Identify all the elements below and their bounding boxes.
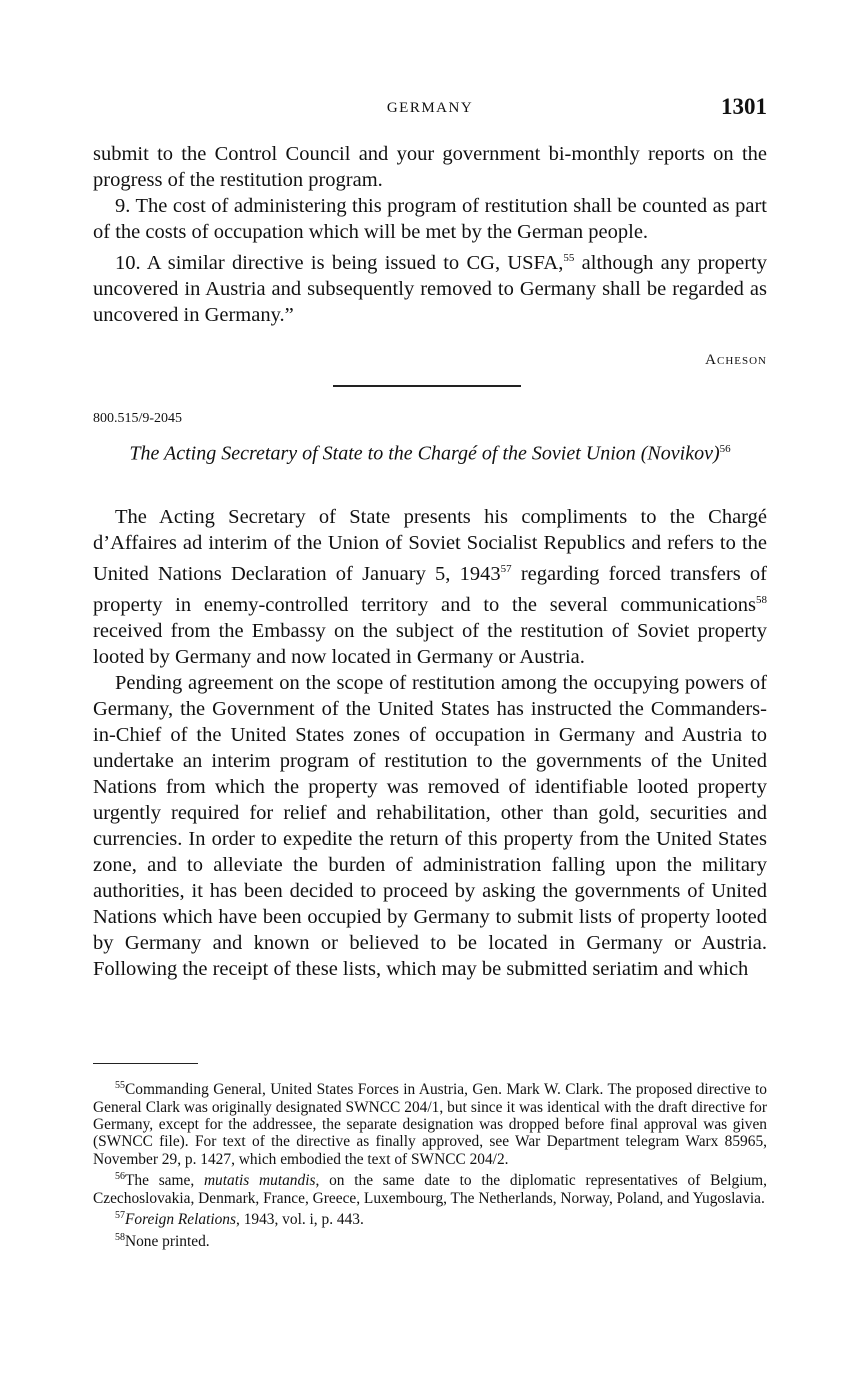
footnote-text: , on the same date to the diplomatic representatives of Belgium, Czechoslovakia, Denmark, France, Greece, Luxembourg, The Netherlands, Norway, Poland, and Yugoslavia. (93, 1172, 767, 1207)
footnote-ref: 55 (563, 252, 575, 264)
document-title (93, 436, 767, 468)
page-number: 1301 (721, 94, 767, 119)
footnote-text: The same, (125, 1172, 204, 1190)
footnote (93, 1229, 767, 1251)
footnotes (93, 1077, 767, 1250)
continuation-text (93, 141, 767, 328)
paragraph: Pending agreement on the scope of restitution among the occupying powers of Germany, the Government of the United States has instructed the Commanders-in-Chief of the United States zones of occupation in Germany and Austria to undertake an interim program of restitution to the governments of the United Nations from which the property was removed of identifiable looted property urgently required for relief and rehabilitation, other than gold, securities and currencies. In order to expedite the return of this property from the United States zone, and to alleviate the burden of administration falling upon the military authorities, it has been decided to proceed by asking the governments of United Nations which have been occupied by Germany to submit lists of property looted by Germany and known or believed to be located in Germany or Austria. Following the receipt of these lists, which may be submitted seriatim and which (93, 671, 767, 980)
footnote-text: None printed. (125, 1232, 210, 1250)
signature: Acheson (705, 352, 767, 368)
footnote-ref: 57 (500, 563, 512, 575)
document-body (93, 504, 767, 982)
section-divider (333, 385, 521, 387)
paragraph-text: regarding forced transfers of property in enemy-controlled territory and to the several communications (93, 562, 767, 616)
running-title: GERMANY (386, 100, 474, 116)
paragraph-text: although any property uncovered in Austria and subsequently removed to Germany shall be regarded as uncovered in Germany.” (93, 251, 768, 326)
footnote-mark: 58 (115, 1231, 125, 1243)
file-number: 800.515/9-2045 (93, 411, 183, 426)
footnote-mark: 57 (115, 1210, 125, 1222)
footnote-mark: 55 (115, 1080, 125, 1091)
footnote-text: Commanding General, United States Forces in Austria, Gen. Mark W. Clark. The proposed directive to General Clark was originally designated SWNCC 204/1, but since it was identical with the draft directive for Germany, except for the addressee, the separate designation was dropped before final approval was given (SWNCC file). For text of the directive as finally approved, see War Department telegram Warx 85965, November 29, p. 1427, which embodied the text of SWNCC 204/2. (93, 1081, 767, 1168)
footnote-mark: 56 (115, 1171, 125, 1183)
paragraph-text: 10. A similar directive is being issued to CG, USFA, (115, 251, 564, 274)
document-title-text: The Acting Secretary of State to the Chargé of the Soviet Union (Novikov) (129, 442, 720, 465)
paragraph: submit to the Control Council and your government bi-monthly reports on the progress of the restitution program. (93, 143, 767, 191)
footnote-text: , 1943, vol. i, p. 443. (236, 1211, 364, 1229)
footnote-ref: 56 (719, 443, 731, 455)
footnote-ref: 58 (756, 593, 767, 606)
footnote-text-italic: mutatis mutandis (203, 1172, 316, 1190)
footnote-text-italic: Foreign Relations (125, 1211, 236, 1229)
footnote (93, 1077, 767, 1168)
footnote-divider (93, 1063, 198, 1064)
paragraph-text: received from the Embassy on the subject of the restitution of Soviet property looted by Germany and now located in Germany or Austria. (93, 619, 767, 668)
footnote (93, 1168, 767, 1207)
paragraph (93, 504, 767, 670)
paragraph: 9. The cost of administering this program of restitution shall be counted as part of the costs of occupation which will be met by the German people. (93, 195, 767, 243)
paragraph (93, 245, 767, 328)
paragraph-text: The Acting Secretary of State presents his compliments to the Chargé d’Affaires ad interim of the Union of Soviet Socialist Republics and refers to the United Nations Declaration of January 5, 1943 (93, 506, 767, 585)
footnote (93, 1207, 767, 1229)
page-header (93, 94, 767, 124)
